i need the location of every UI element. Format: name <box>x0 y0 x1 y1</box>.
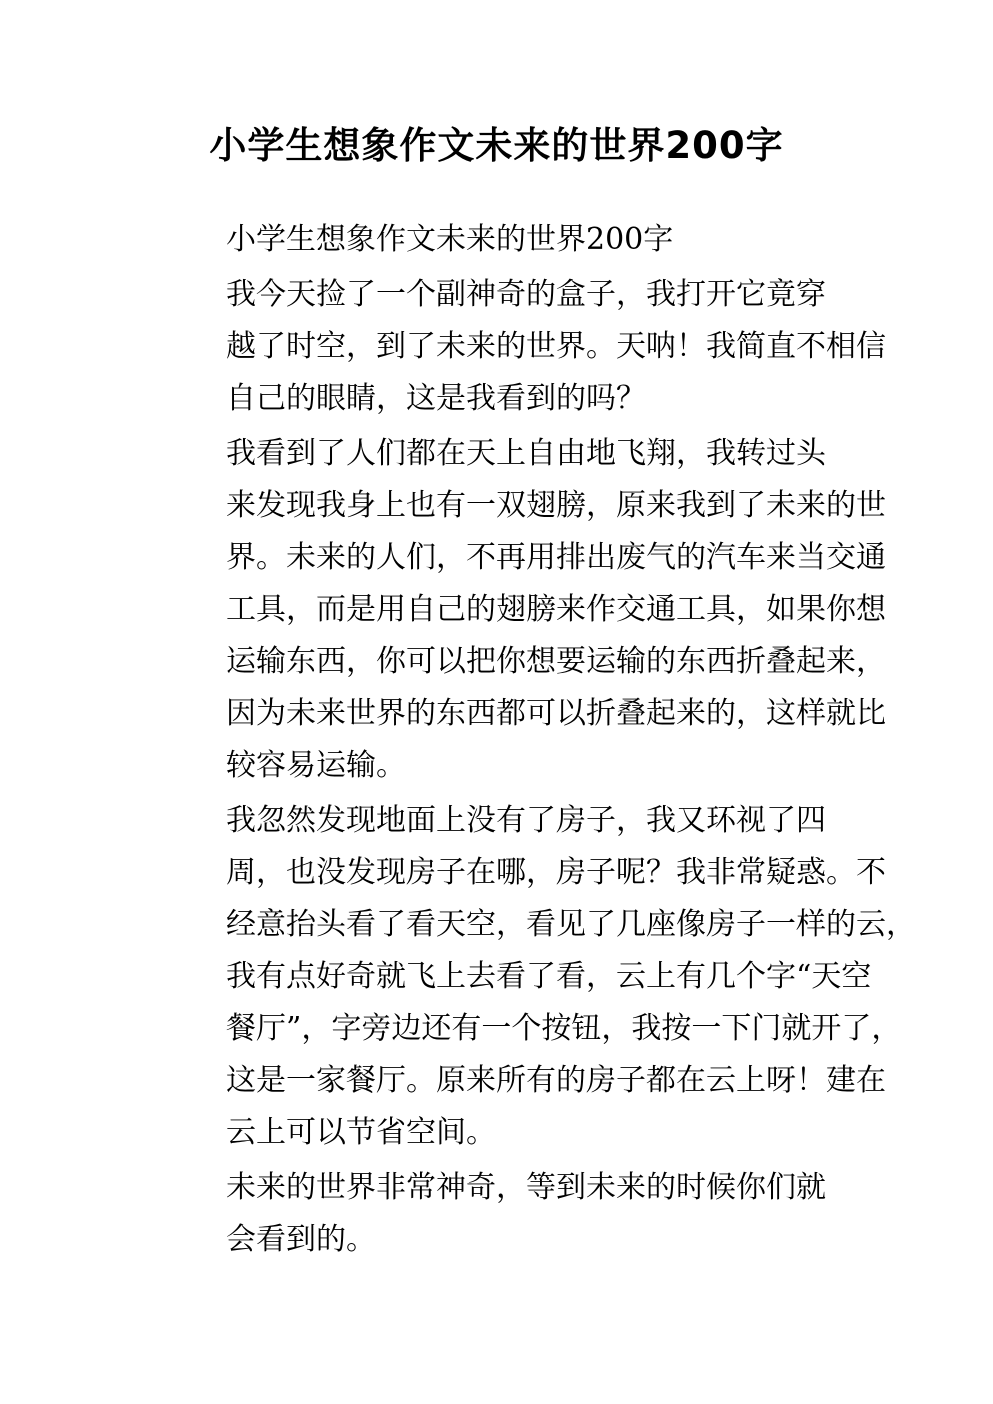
text-line: 我忽然发现地面上没有了房子，我又环视了四 <box>226 803 826 838</box>
document-title: 小学生想象作文未来的世界200字 <box>209 124 784 167</box>
text-line: 工具，而是用自己的翅膀来作交通工具，如果你想 <box>226 592 886 627</box>
text-line: 会看到的。 <box>226 1222 376 1257</box>
paragraph <box>166 428 886 792</box>
text-line: 运输东西，你可以把你想要运输的东西折叠起来， <box>226 644 886 679</box>
paragraph <box>166 269 886 425</box>
text-line: 越了时空，到了未来的世界。天呐！我简直不相信 <box>226 329 886 364</box>
text-line: 这是一家餐厅。原来所有的房子都在云上呀！建在 <box>226 1063 886 1098</box>
text-line: 云上可以节省空间。 <box>226 1115 496 1150</box>
text-line: 我今天捡了一个副神奇的盒子，我打开它竟穿 <box>226 277 826 312</box>
text-line: 经意抬头看了看天空，看见了几座像房子一样的云， <box>226 907 916 942</box>
document-body <box>166 214 916 1269</box>
text-line: 餐厅”，字旁边还有一个按钮，我按一下门就开了， <box>226 1011 902 1046</box>
paragraph <box>166 795 916 1159</box>
text-line: 来发现我身上也有一双翅膀，原来我到了未来的世 <box>226 488 886 523</box>
paragraph <box>166 1162 828 1266</box>
text-line: 因为未来世界的东西都可以折叠起来的，这样就比 <box>226 696 886 731</box>
text-line: 我看到了人们都在天上自由地飞翔，我转过头 <box>226 436 826 471</box>
text-line: 界。未来的人们，不再用排出废气的汽车来当交通 <box>226 540 886 575</box>
text-line: 周，也没发现房子在哪，房子呢？我非常疑惑。不 <box>226 855 886 890</box>
text-line: 小学生想象作文未来的世界200字 <box>226 222 674 257</box>
text-line: 自己的眼睛，这是我看到的吗？ <box>226 381 646 416</box>
text-line: 我有点好奇就飞上去看了看，云上有几个字“天空 <box>226 959 872 994</box>
text-line: 较容易运输。 <box>226 748 406 783</box>
text-line: 未来的世界非常神奇，等到未来的时候你们就 <box>226 1170 826 1205</box>
paragraph-subtitle <box>166 214 828 266</box>
